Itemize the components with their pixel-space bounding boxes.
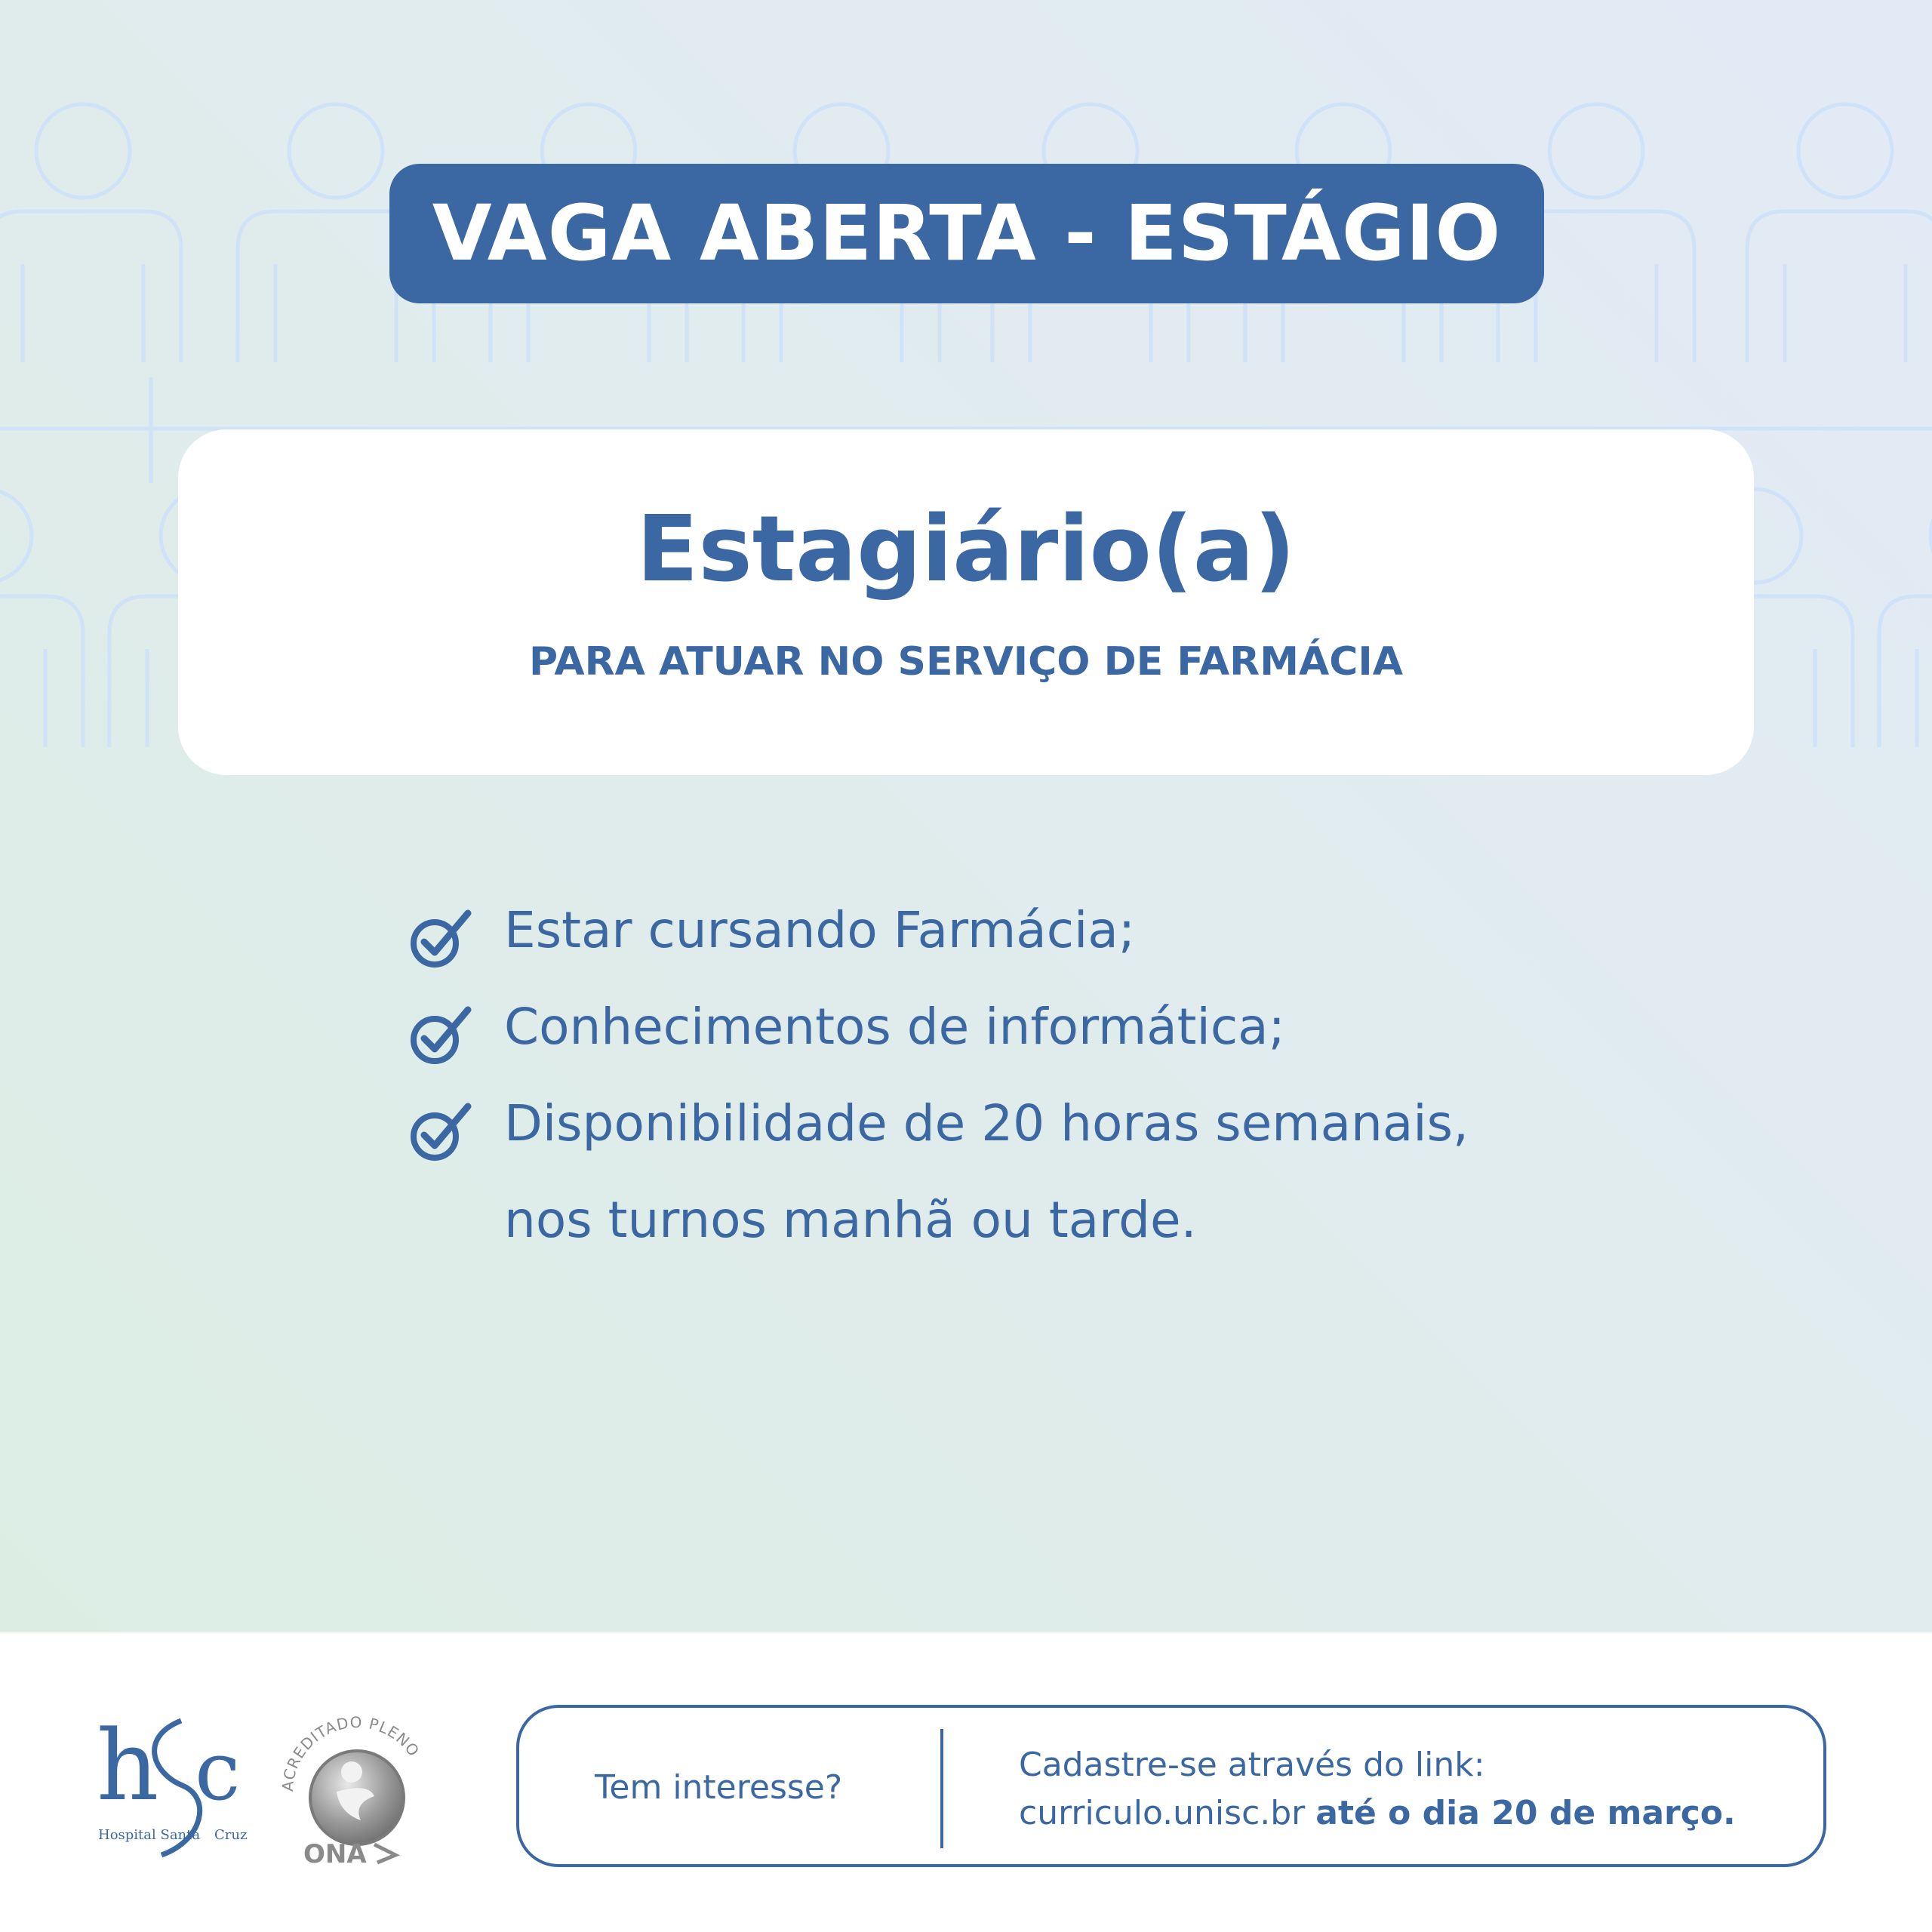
cta-divider — [940, 1729, 943, 1848]
check-circle-icon — [408, 1099, 472, 1164]
ona-figure-head — [341, 1761, 362, 1783]
hsc-letter-h: h — [97, 1710, 159, 1823]
hsc-letter-c: c — [195, 1724, 241, 1819]
requirement-text: Conhecimentos de informática; — [504, 998, 1285, 1056]
check-circle-icon — [408, 906, 472, 971]
ona-brand-text: ONA — [303, 1839, 367, 1866]
hsc-logo — [92, 1707, 258, 1858]
ona-accreditation-seal — [278, 1707, 436, 1866]
ona-arc-text: ACREDITADO PLENO — [278, 1712, 423, 1792]
requirement-continuation: nos turnos manhã ou tarde. — [504, 1191, 1197, 1249]
cta-link-line — [1019, 1794, 1736, 1832]
requirement-text: Estar cursando Farmácia; — [504, 901, 1136, 959]
hsc-caption-left: Hospital Santa — [98, 1827, 201, 1843]
cta-deadline: até o dia 20 de março. — [1315, 1794, 1736, 1832]
role-subtitle: PARA ATUAR NO SERVIÇO DE FARMÁCIA — [529, 639, 1403, 685]
ona-brand-mark — [374, 1844, 395, 1863]
cta-box — [516, 1705, 1826, 1867]
role-title: Estagiário(a) — [636, 497, 1296, 602]
cta-question: Tem interesse? — [595, 1768, 843, 1807]
header-banner — [389, 164, 1544, 303]
requirement-text: Disponibilidade de 20 horas semanais, — [504, 1094, 1469, 1152]
role-card — [178, 429, 1754, 775]
cta-link[interactable]: curriculo.unisc.br — [1019, 1794, 1316, 1832]
check-circle-icon — [408, 1002, 472, 1067]
hsc-caption-right: Cruz — [214, 1827, 248, 1843]
cta-instruction: Cadastre-se através do link: — [1019, 1746, 1485, 1784]
header-title: VAGA ABERTA - ESTÁGIO — [432, 189, 1502, 278]
